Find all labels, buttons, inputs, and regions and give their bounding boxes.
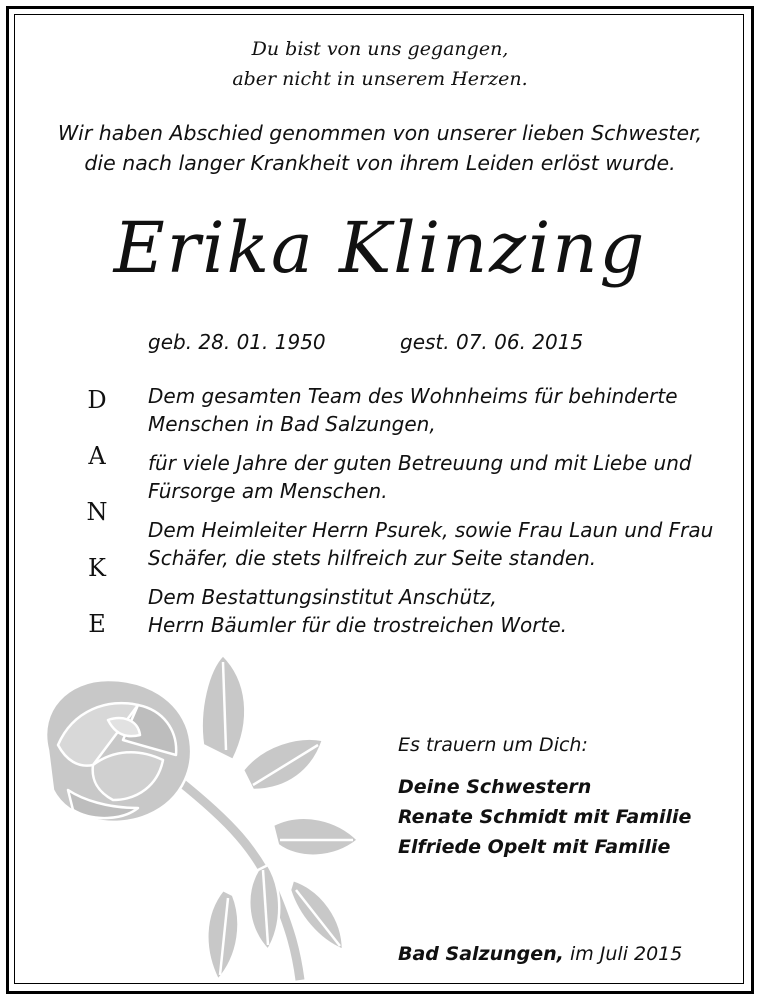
thanks-item xyxy=(148,449,748,505)
intro-line: Wir haben Abschied genommen von unserer lieben Schwester, xyxy=(57,121,703,145)
danke-letter: D xyxy=(87,386,107,414)
place-date xyxy=(398,940,682,968)
thanks-list xyxy=(148,382,748,650)
thanks-item xyxy=(148,382,748,438)
danke-letter: E xyxy=(88,610,106,638)
danke-vertical xyxy=(82,380,112,660)
danke-letter: K xyxy=(88,554,106,582)
thanks-line: Herrn Bäumler für die trostreichen Worte. xyxy=(148,613,568,637)
death-date: gest. 07. 06. 2015 xyxy=(400,330,584,354)
birth-date: geb. 28. 01. 1950 xyxy=(148,330,326,354)
deceased-name: Erika Klinzing xyxy=(113,207,647,289)
thanks-line: Dem Heimleiter Herrn Psurek, sowie Frau Laun und Frau xyxy=(148,518,714,542)
mourners-label: Es trauern um Dich: xyxy=(398,734,588,756)
thanks-line: Fürsorge am Menschen. xyxy=(148,479,388,503)
mourners xyxy=(398,730,691,862)
intro-line: die nach langer Krankheit von ihrem Leiden erlöst wurde. xyxy=(84,151,676,175)
intro-text xyxy=(0,118,760,178)
motto xyxy=(0,34,760,94)
danke-letter: A xyxy=(88,442,106,470)
rose-icon xyxy=(28,650,368,990)
mourner-name: Deine Schwestern xyxy=(398,776,592,798)
thanks-line: Dem gesamten Team des Wohnheims für behinderte xyxy=(148,384,678,408)
mourner-name: Renate Schmidt mit Familie xyxy=(398,806,692,828)
thanks-item xyxy=(148,583,748,639)
mourner-name: Elfriede Opelt mit Familie xyxy=(398,836,671,858)
thanks-line: für viele Jahre der guten Betreuung und mit Liebe und xyxy=(148,451,692,475)
motto-line: aber nicht in unserem Herzen. xyxy=(232,68,528,90)
danke-letter: N xyxy=(86,498,108,526)
thanks-line: Dem Bestattungsinstitut Anschütz, xyxy=(148,585,497,609)
motto-line: Du bist von uns gegangen, xyxy=(251,38,509,60)
thanks-item xyxy=(148,516,748,572)
thanks-line: Schäfer, die stets hilfreich zur Seite standen. xyxy=(148,546,597,570)
place-city: Bad Salzungen, xyxy=(398,943,564,965)
place-month: im Juli 2015 xyxy=(569,943,683,965)
thanks-line: Menschen in Bad Salzungen, xyxy=(148,412,436,436)
